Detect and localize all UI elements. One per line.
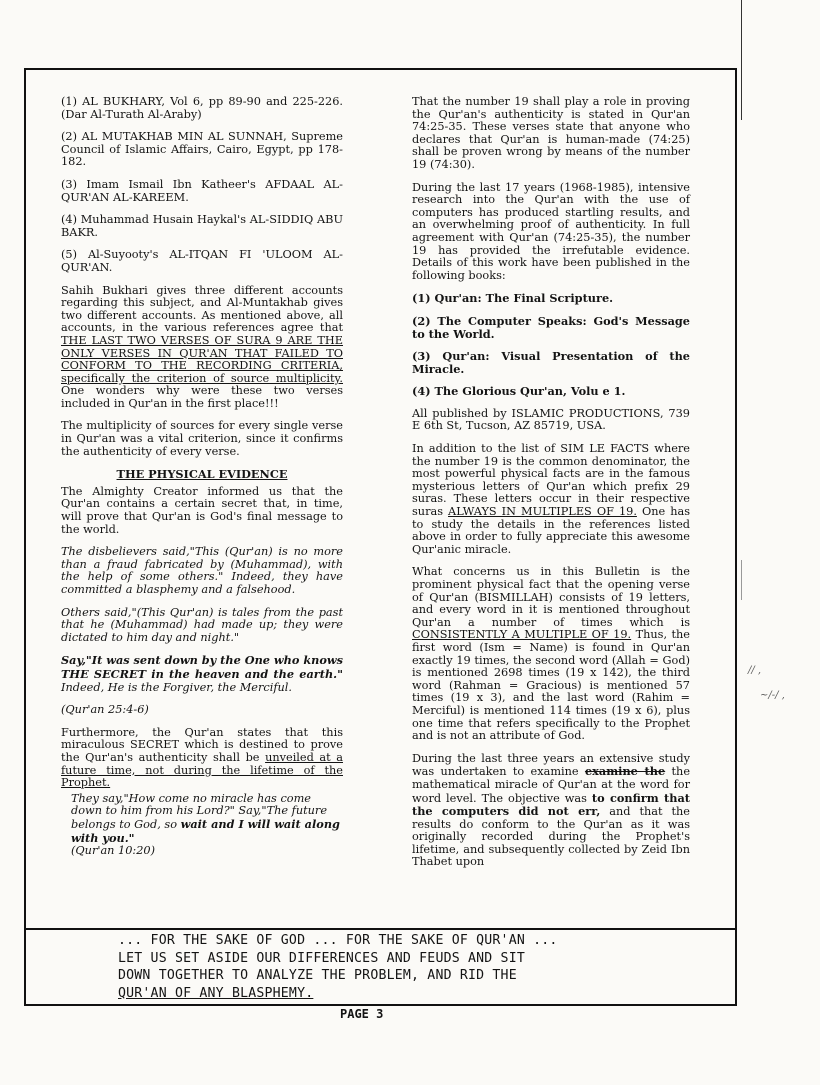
simple-facts-underlined: ALWAYS IN MULTIPLES OF 19. (448, 505, 637, 519)
book-3: (3) Qur'an: Visual Presentation of the Miracle. (412, 349, 690, 376)
footer-line-4: QUR'AN OF ANY BLASPHEMY. (118, 985, 314, 1001)
bismillah-underlined: CONSISTENTLY A MULTIPLE OF 19. (412, 628, 632, 642)
scan-edge-line (741, 0, 742, 120)
footer-divider (24, 928, 737, 930)
margin-scribble: // , (748, 665, 762, 676)
quote-secret-bold: Say,"It was sent down by the One who knows THE SECRET in the heaven and the earth." (61, 653, 343, 681)
citation-25: (Qur'an 25:4-6) (61, 703, 149, 717)
quote-miracle-bold: wait and I will wait along with you." (71, 816, 340, 845)
margin-scribble-2: ~/-/ , (760, 690, 785, 701)
publisher-paragraph: All published by ISLAMIC PRODUCTIONS, 739 E 6th St, Tucson, AZ 85719, USA. (412, 406, 690, 433)
study-bold: to confirm that the computers did not err, (412, 790, 690, 819)
footer-line-1: ... FOR THE SAKE OF GOD ... FOR THE SAKE OF QUR'AN ... (118, 933, 558, 948)
study-strikethrough: examine the (584, 764, 666, 779)
footer-line-3: DOWN TOGETHER TO ANALYZE THE PROBLEM, AND RID THE (118, 968, 517, 983)
quote-miracle (71, 793, 343, 845)
reference-1: (1) AL BUKHARY, Vol 6, pp 89-90 and 225-226. (Dar Al-Turath Al-Araby) (61, 95, 343, 121)
scan-edge-line-lower (741, 560, 742, 600)
reference-3: (3) Imam Ismail Ibn Katheer's AFDAAL AL-QUR'AN AL-KAREEM. (61, 177, 343, 204)
sahih-text-2: One wonders why were these two verses included in Qur'an in the first place!!! (61, 384, 343, 410)
furthermore-underlined: unveiled at a future time, not during the lifetime of the Prophet. (61, 750, 343, 790)
simple-facts-text-1: In addition to the list of SIM LE FACTS where the number 19 is the common denominator, the most powerful physical facts are in the famous mysterious letters of Qur'an which prefix 29 suras. These letters occur in their respective suras (412, 442, 690, 519)
footer-appeal (118, 932, 658, 1002)
quote-secret (61, 654, 343, 694)
furthermore-paragraph (61, 727, 343, 790)
quote-disbelievers: The disbelievers said,"This (Qur'an) is no more than a fraud fabricated by (Muhammad), with the help of some others." Indeed, they have committed a blasphemy and a falsehood. (61, 545, 343, 596)
study-paragraph (412, 753, 690, 869)
bismillah-text-1: What concerns us in this Bulletin is the prominent physical fact that the opening verse of Qur'an (BISMILLAH) consists of 19 letters, and every word in it is mentioned throughout Qur'an a number of times which is (412, 565, 690, 629)
bismillah-text-2: Thus, the first word (Ism = Name) is found in Qur'an exactly 19 times, the second word (Allah = God) is mentioned 2698 times (19 x 142), the third word (Rahman = Gracious) is mentioned 57 times (19 x 3), and the last word (Rahim = Merciful) is mentioned 114 times (19 x 6), plus one time that refers specifically to the Prophet and is not an attribute of God. (412, 628, 690, 743)
study-text-2: the mathematical miracle of Qur'an at the word for word level. The objective was (412, 765, 691, 805)
research-paragraph: During the last 17 years (1968-1985), intensive research into the Qur'an with the use of computers has produced startling results, and an overwhelming proof of authenticity. In full agreement with Qur'an (74:25-35), the number 19 has provided the irrefutable evidence. Details of this work have been published in the following books: (412, 180, 690, 282)
study-text-3: and that the results do conform to the Qur'an as it was originally recorded during the Prophet's lifetime, and subsequently collected by Zeid Ibn Thabet upon (412, 805, 690, 869)
creator-paragraph: The Almighty Creator informed us that the Qur'an contains a certain secret that, in time, will prove that Qur'an is God's final message to the world. (61, 484, 343, 536)
left-column (61, 96, 343, 858)
simple-facts-paragraph (412, 443, 690, 556)
multiplicity-paragraph: The multiplicity of sources for every single verse in Qur'an was a vital criterion, since it confirms the authenticity of every verse. (61, 419, 343, 458)
footer-line-2: LET US SET ASIDE OUR DIFFERENCES AND FEUDS AND SIT (118, 950, 525, 966)
sahih-text-1: Sahih Bukhari gives three different accounts regarding this subject, and Al-Muntakhab gives two different accounts. As mentioned above, all accounts, in the various references agree that (61, 283, 343, 335)
citation-10: (Qur'an 10:20) (71, 844, 156, 858)
quote-secret-rest: Indeed, He is the Forgiver, the Merciful. (61, 680, 292, 694)
reference-2: (2) AL MUTAKHAB MIN AL SUNNAH, Supreme Council of Islamic Affairs, Cairo, Egypt, pp 178-182. (61, 130, 343, 169)
sahih-paragraph (61, 285, 343, 411)
physical-evidence-heading: THE PHYSICAL EVIDENCE (116, 467, 288, 482)
quote-others: Others said,"(This Qur'an) is tales from the past that he (Muhammad) had made up; they were dictated to him day and night." (61, 605, 343, 644)
reference-5: (5) Al-Suyooty's AL-ITQAN FI 'ULOOM AL-QUR'AN. (61, 248, 343, 274)
number-19-paragraph: That the number 19 shall play a role in proving the Qur'an's authenticity is stated in Qur'an 74:25-35. These verses state that anyone who declares that Qur'an is human-made (74:25) shall be proven wrong by means of the number 19 (74:30). (412, 95, 690, 171)
furthermore-text: Furthermore, the Qur'an states that this miraculous SECRET which is destined to prove the Qur'an's authenticity shall be (61, 725, 343, 764)
right-column (412, 96, 690, 879)
reference-4: (4) Muhammad Husain Haykal's AL-SIDDIQ ABU BAKR. (61, 213, 343, 239)
quote-miracle-text: They say,"How come no miracle has come down to him from his Lord?" Say,"The future belongs to God, so (71, 791, 328, 831)
study-text-1: During the last three years an extensive study was undertaken to examine (412, 751, 690, 779)
sahih-emphasis: THE LAST TWO VERSES OF SURA 9 ARE THE ONLY VERSES IN QUR'AN THAT FAILED TO CONFORM TO THE RECORDING CRITERIA, specifically the criterion of source multiplicity. (61, 333, 343, 385)
book-2: (2) The Computer Speaks: God's Message to the World. (412, 313, 690, 341)
simple-facts-text-2: One has to study the details in the references listed above in order to fully appreciate this awesome Qur'anic miracle. (412, 505, 690, 556)
book-1: (1) Qur'an: The Final Scripture. (412, 291, 614, 306)
bismillah-paragraph (412, 566, 690, 742)
page-number: PAGE 3 (340, 1007, 384, 1021)
book-4: (4) The Glorious Qur'an, Volu e 1. (412, 384, 626, 399)
